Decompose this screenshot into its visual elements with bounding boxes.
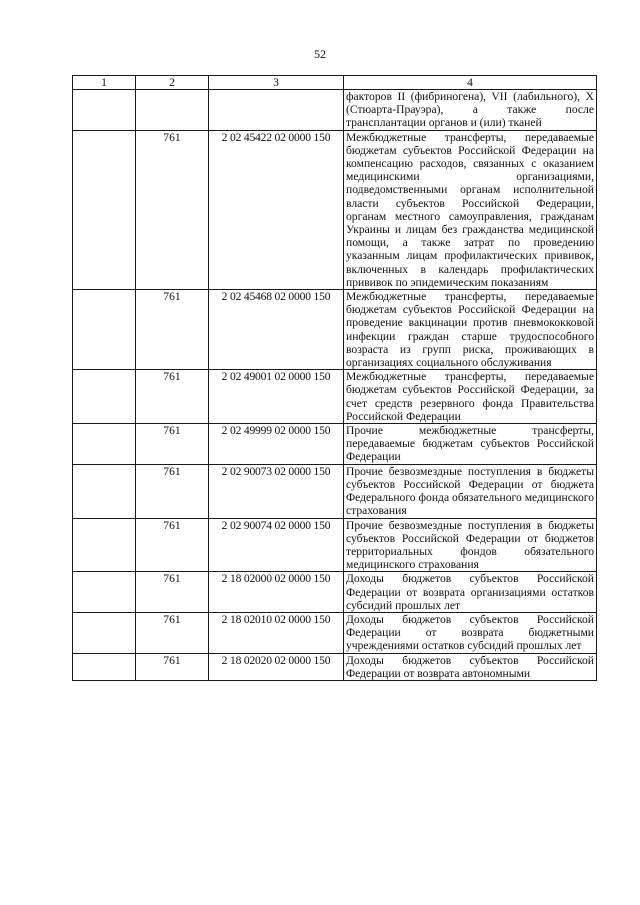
income-name-cell: Прочие безвозмездные поступления в бюджеты субъектов Российской Федерации от бюджетов территориальных фондов обязательного медицинского страхования [344,518,597,572]
income-code-cell: 2 02 90074 02 0000 150 [209,518,344,572]
table-row [73,518,597,572]
table-row [73,572,597,613]
income-name-cell: Доходы бюджетов субъектов Российской Федерации от возврата организациями остатков субсидий прошлых лет [344,572,597,613]
income-name-cell: Доходы бюджетов субъектов Российской Федерации от возврата автономными [344,653,597,680]
income-code-cell: 2 02 49999 02 0000 150 [209,424,344,465]
income-name-cell: Доходы бюджетов субъектов Российской Федерации от возврата бюджетными учреждениями остатков субсидий прошлых лет [344,612,597,653]
column-header-2: 2 [136,76,209,90]
row-col1-cell [73,90,136,131]
row-col1-cell [73,130,136,289]
page-number: 52 [314,47,326,61]
row-col1-cell [73,518,136,572]
column-header-1: 1 [73,76,136,90]
table-row [73,464,597,518]
row-col1-cell [73,424,136,465]
table-header-row [73,76,597,90]
row-col1-cell [73,612,136,653]
administrator-code-cell: 761 [136,518,209,572]
administrator-code-cell: 761 [136,612,209,653]
administrator-code-cell: 761 [136,572,209,613]
income-code-cell: 2 02 45422 02 0000 150 [209,130,344,289]
table-row [73,370,597,424]
income-codes-table [72,75,597,681]
administrator-code-cell: 761 [136,464,209,518]
administrator-code-cell: 761 [136,370,209,424]
income-name-cell: факторов II (фибриногена), VII (лабильного), X (Стюарта-Прауэра), а также после трансплантации органов и (или) тканей [344,90,597,131]
income-name-cell: Межбюджетные трансферты, передаваемые бюджетам субъектов Российской Федерации, за счет средств резервного фонда Правительства Российской Федерации [344,370,597,424]
income-name-cell: Прочие безвозмездные поступления в бюджеты субъектов Российской Федерации от бюджета Федерального фонда обязательного медицинского страхования [344,464,597,518]
column-header-4: 4 [344,76,597,90]
income-code-cell: 2 18 02000 02 0000 150 [209,572,344,613]
table-row [73,424,597,465]
administrator-code-cell: 761 [136,130,209,289]
income-name-cell: Межбюджетные трансферты, передаваемые бюджетам субъектов Российской Федерации на проведение вакцинации против пневмококковой инфекции граждан старше трудоспособного возраста из групп риска, проживающих в организациях социального обслуживания [344,290,597,370]
table-row [73,653,597,680]
administrator-code-cell: 761 [136,424,209,465]
table-row [73,90,597,131]
table-row [73,130,597,289]
row-col1-cell [73,370,136,424]
income-code-cell: 2 02 45468 02 0000 150 [209,290,344,370]
income-code-cell: 2 02 49001 02 0000 150 [209,370,344,424]
row-col1-cell [73,290,136,370]
income-name-cell: Прочие межбюджетные трансферты, передаваемые бюджетам субъектов Российской Федерации [344,424,597,465]
table-row [73,612,597,653]
column-header-3: 3 [209,76,344,90]
row-col1-cell [73,572,136,613]
income-code-cell: 2 02 90073 02 0000 150 [209,464,344,518]
income-code-cell: 2 18 02020 02 0000 150 [209,653,344,680]
row-col1-cell [73,464,136,518]
income-name-cell: Межбюджетные трансферты, передаваемые бюджетам субъектов Российской Федерации на компенсацию расходов, связанных с оказанием медицинскими организациями, подведомственными органам исполнительной власти субъектов Российской Федерации, органам местного самоуправления, гражданам Украины и лицам без гражданства медицинской помощи, а также затрат по проведению указанным лицам профилактических прививок, включенных в календарь профилактических прививок по эпидемическим показаниям [344,130,597,289]
administrator-code-cell: 761 [136,653,209,680]
table-row [73,290,597,370]
administrator-code-cell: 761 [136,290,209,370]
income-code-cell: 2 18 02010 02 0000 150 [209,612,344,653]
income-code-cell [209,90,344,131]
row-col1-cell [73,653,136,680]
administrator-code-cell [136,90,209,131]
